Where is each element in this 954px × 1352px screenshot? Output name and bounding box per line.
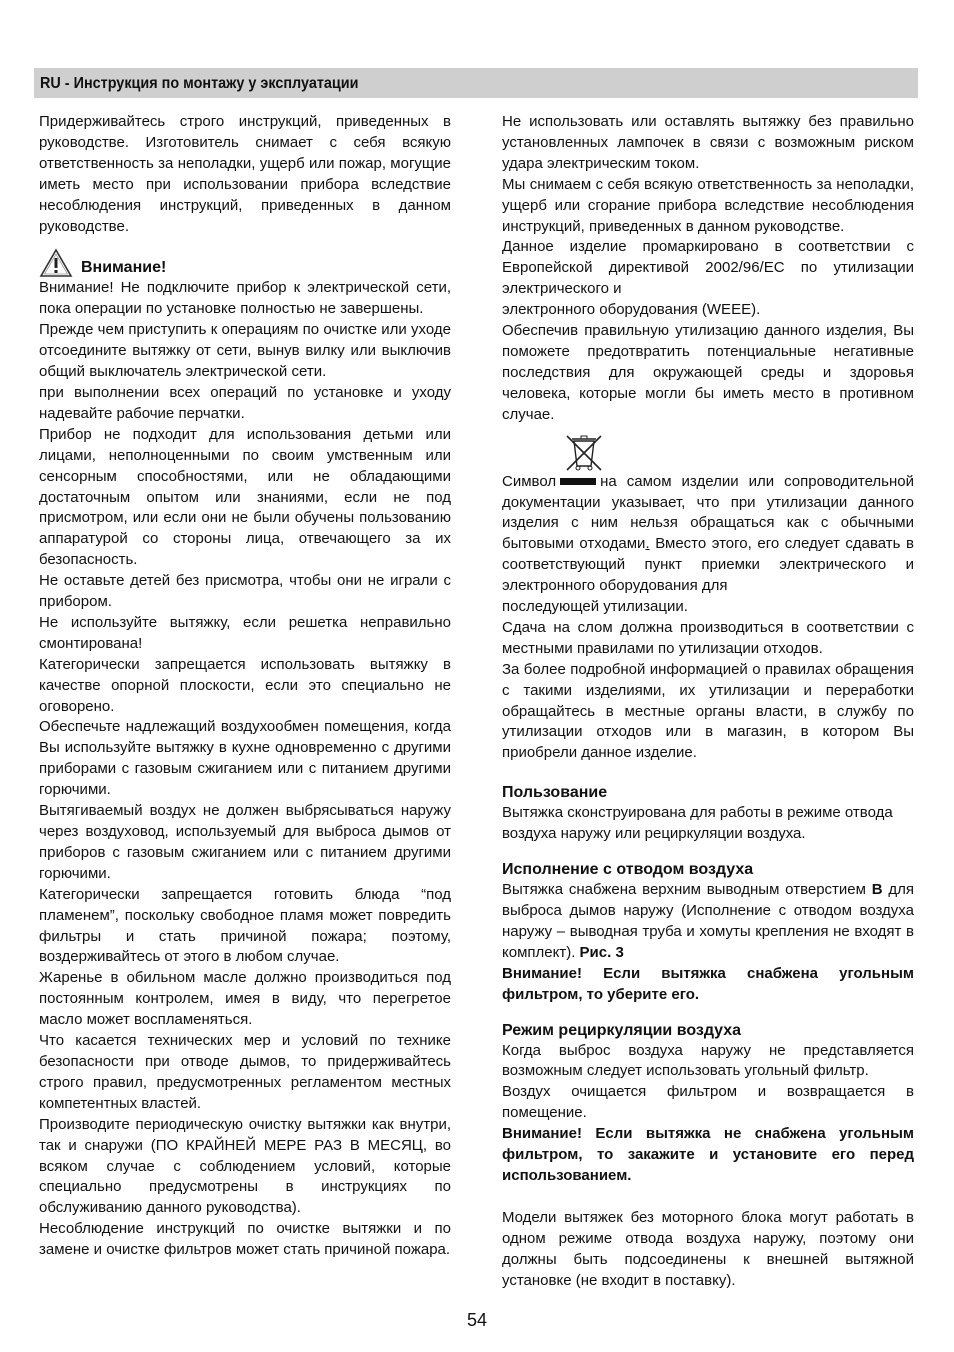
- right-column: [502, 112, 914, 1292]
- intro-paragraph: Придерживайтесь строго инструкций, приведенных в руководстве. Изготовитель снимает с себя всякую ответственность за неполадки, ущерб или пожар, могущие иметь место при использовании прибора вследствие несоблюдения инструкций, приведенных в данном руководстве.: [39, 113, 451, 235]
- recirculation-title: Режим рециркуляции воздуха: [502, 1021, 742, 1039]
- figure-reference: Рис. 3: [579, 943, 624, 961]
- symbol-paragraph: [502, 472, 914, 597]
- exhaust-warning: Внимание! Если вытяжка снабжена угольным фильтром, то уберите его.: [502, 964, 914, 1003]
- warning-paragraph-14: Несоблюдение инструкций по очистке вытяжки и по замене и очистке фильтров может стать причиной пожара.: [39, 1220, 451, 1259]
- black-bar-icon: [560, 478, 596, 485]
- exhaust-text-c: для выброса дымов наружу (Исполнение с отводом воздуха наружу – выводная труба и хомуты крепления не входят в комплект).: [502, 881, 914, 961]
- weee-paragraph-a: Данное изделие промаркировано в соответствии с Европейской директивой 2002/96/EC по утилизации электрического и: [502, 238, 914, 298]
- exhaust-text-a: Вытяжка снабжена верхним выводным отверстием: [502, 881, 866, 899]
- exhaust-title: Исполнение с отводом воздуха: [502, 861, 754, 879]
- liability-paragraph: Мы снимаем с себя всякую ответственность за неполадки, ущерб или сгорание прибора вследствие несоблюдения инструкций, приведенных в данном руководстве.: [502, 175, 914, 235]
- page-number: 54: [466, 1310, 488, 1330]
- warning-title: Внимание!: [81, 259, 167, 277]
- section-title: RU - Инструкция по монтажу у эксплуатации: [40, 75, 359, 92]
- disposal-paragraph: Обеспечив правильную утилизацию данного изделия, Вы поможете предотвратить потенциальные негативные последствия для окружающей среды и здоровья человека, которые могли бы иметь место в противном случае.: [502, 322, 914, 423]
- warning-paragraph-9: Вытягиваемый воздух не должен выбрясываться наружу через воздуховод, используемый для выброса дымов от приборов с газовым сжиганием или с питанием другими горючими.: [39, 802, 451, 882]
- warning-paragraph-6: Не используйте вытяжку, если решетка неправильно смонтирована!: [39, 613, 451, 652]
- exhaust-paragraph: [502, 880, 914, 964]
- warning-triangle-icon: [39, 248, 73, 278]
- usage-title: Пользование: [502, 784, 608, 802]
- symbol-text-dot: .: [645, 535, 650, 553]
- crossed-bin-icon: [562, 434, 914, 472]
- warning-paragraph-8: Обеспечьте надлежащий воздухообмен помещения, когда Вы используйте вытяжку в кухне одновременно с другими приборами с газовым сжиганием или с питанием другими горючими.: [39, 718, 451, 799]
- recirculation-paragraph-2: Воздух очищается фильтром и возвращается в помещение.: [502, 1083, 914, 1122]
- warning-paragraph-4: Прибор не подходит для использования детьми или лицами, неполноценными по своим умственным или сенсорным способностями, или не обладающими достаточным опытом или знаниями, если не под присмотром, или если они не были обучены пользованию аппаратурой со стороны лица, отвечающего за их безопасность.: [39, 425, 451, 569]
- outlet-label: B: [871, 881, 883, 899]
- warning-paragraph-11: Жаренье в обильном масле должно производиться под постоянным контролем, имея в виду, что перегретое масло может воспламеняться.: [39, 969, 451, 1029]
- weee-paragraph-b: электронного оборудования (WEEE).: [502, 301, 761, 319]
- warning-paragraph-10: Категорически запрещается готовить блюда “под пламенем”, поскольку свободное пламя может повредить фильтры и стать причиной пожара; поэтому, воздерживайтесь от этого в любом случае.: [39, 885, 451, 966]
- symbol-text-a: на самом изделии или сопроводительной документации указывает, что при утилизации данного изделия с ним нельзя обращаться как с обычными бытовыми отходами: [502, 472, 914, 553]
- usage-paragraph: Вытяжка сконструирована для работы в режиме отвода воздуха наружу или рециркуляции воздуха.: [502, 804, 893, 843]
- warning-paragraph-3: при выполнении всех операций по установке и уходу надевайте рабочие перчатки.: [39, 383, 451, 422]
- recirculation-paragraph-1: Когда выброс воздуха наружу не представляется возможным следует использовать угольный фильтр.: [502, 1041, 914, 1080]
- models-paragraph: Модели вытяжек без моторного блока могут работать в одном режиме отвода воздуха наружу, поэтому они должны быть подсоединены к внешней вытяжной установке (не входит в поставку).: [502, 1208, 914, 1289]
- info-paragraph: За более подробной информацией о правилах обращения с такими изделиями, их утилизации и переработки обращайтесь в местные органы власти, в службу по утилизации отходов или в магазин, в котором Вы приобрели данное изделие.: [502, 660, 914, 762]
- scrap-paragraph: Сдача на слом должна производиться в соответствии с местными правилами по утилизации отходов.: [502, 618, 914, 657]
- warning-paragraph-7: Категорически запрещается использовать вытяжку в качестве опорной плоскости, если это специально не оговорено.: [39, 655, 451, 715]
- lamp-warning-paragraph: Не использовать или оставлять вытяжку без правильно установленных лампочек в связи с возможным риском удара электрическим током.: [502, 113, 914, 172]
- warning-heading: [39, 244, 451, 278]
- recirculation-warning: Внимание! Если вытяжка не снабжена угольным фильтром, то закажите и установите его перед использованием.: [502, 1125, 914, 1184]
- warning-paragraph-13: Производите периодическую очистку вытяжки как внутри, так и снаружи (ПО КРАЙНЕЙ МЕРЕ РАЗ В МЕСЯЦ, во всяком случае с соблюдением условий, которые специально предусмотрены в инструкциях по обслуживанию данного руководства).: [39, 1115, 451, 1217]
- symbol-text-b: Вместо этого, его следует сдавать в соответствующий пункт приемки электрического и электронного оборудования для: [502, 535, 915, 595]
- section-header-bar: [34, 68, 918, 98]
- warning-paragraph-12: Что касается технических мер и условий по технике безопасности при отводе дымов, то придерживайтесь строго правил, предусмотренных регламентом местных компетентных властей.: [39, 1032, 451, 1112]
- left-column: [39, 112, 451, 1261]
- warning-paragraph-5: Не оставьте детей без присмотра, чтобы они не играли с прибором.: [39, 572, 451, 611]
- warning-paragraph-1: Внимание! Не подключите прибор к электрической сети, пока операции по установке полностью не завершены.: [39, 279, 451, 318]
- warning-paragraph-2: Прежде чем приступить к операциям по очистке или уходе отсоедините вытяжку от сети, вынув вилку или выключив общий выключатель электрической сети.: [39, 321, 451, 381]
- symbol-word: Символ: [502, 472, 557, 490]
- subsequent-disposal-line: последующей утилизации.: [502, 598, 688, 616]
